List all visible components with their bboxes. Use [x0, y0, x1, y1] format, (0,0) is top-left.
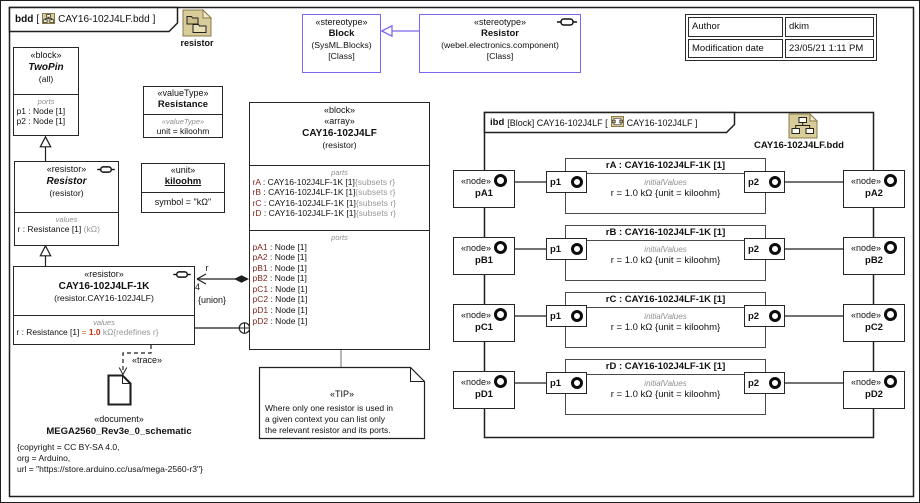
port-type: : Node [1]	[268, 283, 308, 294]
node-pA1	[453, 170, 515, 208]
port-name: pC1	[252, 283, 269, 294]
association-open-arrow-icon	[197, 274, 206, 279]
initial-value: r = 1.0 kΩ {unit = kiloohm}	[610, 255, 721, 266]
association-role-label: r	[205, 263, 209, 273]
port-name: pD1	[252, 305, 269, 316]
port-circle-icon	[571, 243, 583, 255]
stereotype-keyword: «stereotype»	[315, 17, 368, 27]
port-name: pA2	[252, 252, 268, 263]
compartment-label: values	[55, 214, 78, 224]
cay16-array-block	[249, 102, 430, 350]
node-keyword: «node»	[850, 175, 882, 186]
block-keyword: «block»	[323, 105, 356, 115]
valuetype-name: Resistance	[157, 99, 209, 110]
bdd-tab-header	[15, 11, 155, 28]
port-name: pB2	[252, 273, 268, 284]
part-constraint: {subsets r}	[355, 187, 396, 198]
port-label: p1	[550, 310, 562, 322]
node-keyword: «node»	[850, 309, 882, 320]
node-pC2	[843, 304, 905, 342]
block-keyword: «resistor»	[84, 269, 124, 279]
bdd-diagram-icon	[42, 13, 55, 27]
document-icon	[109, 376, 131, 405]
node-keyword: «node»	[460, 376, 492, 387]
ports-compartment	[14, 95, 78, 127]
initial-value: r = 1.0 kΩ {unit = kiloohm}	[610, 322, 721, 333]
document-property: org = Arduino,	[17, 453, 71, 463]
port-p2	[744, 372, 785, 394]
package-label: resistor	[180, 38, 214, 48]
block-qualifier: (resistor)	[322, 140, 357, 150]
ports-compartment	[250, 231, 429, 326]
block-qualifier: (resistor)	[49, 188, 84, 198]
node-pB2	[843, 237, 905, 275]
part-title: rB : CAY16-102J4LF-1K [1]	[566, 226, 765, 241]
node-name: pA1	[475, 188, 493, 199]
tip-line: Where only one resistor is used in	[265, 403, 394, 413]
value-unit: (kΩ)	[83, 223, 100, 234]
stereotype-metaclass: [Class]	[486, 51, 514, 61]
compartment-label: initialValues	[644, 178, 687, 187]
compartment-label: ports	[331, 232, 348, 242]
bdd-tab-title: CAY16-102J4LF.bdd	[58, 14, 150, 25]
stereotype-metaclass: [Class]	[328, 51, 355, 61]
compartment-label: «valueType»	[161, 116, 205, 126]
stereotype-resistor-box	[419, 14, 581, 73]
node-pD1	[453, 371, 515, 409]
resistor-block	[14, 161, 119, 246]
valuetype-compartment	[144, 115, 222, 136]
stereotype-name: Block	[328, 28, 355, 39]
tip-line: a given context you can list only	[265, 414, 386, 424]
bdd-keyword: bdd	[15, 14, 34, 25]
part-name: rB	[252, 187, 261, 198]
port-p1	[546, 171, 587, 193]
resistor-symbol-icon	[557, 18, 577, 29]
part-type: : CAY16-102J4LF-1K [1]	[261, 197, 356, 208]
document-property: {copyright = CC BY-SA 4.0,	[17, 442, 120, 452]
ibd-part-rB	[565, 225, 766, 281]
info-label: Author	[688, 17, 783, 37]
values-compartment	[14, 316, 194, 337]
node-pC1	[453, 304, 515, 342]
composition-diamond-icon	[234, 275, 249, 283]
port-label: p2	[748, 243, 760, 255]
bdd-file-label: CAY16-102J4LF.bdd	[754, 140, 844, 151]
parts-compartment	[250, 166, 429, 231]
node-keyword: «node»	[850, 242, 882, 253]
cay16-1k-block	[13, 266, 195, 345]
port-label: p2	[748, 310, 760, 322]
port-circle-icon	[571, 176, 583, 188]
node-name: pB2	[865, 255, 883, 266]
value-entry: r : Resistance [1]	[16, 326, 80, 337]
port-circle-icon	[769, 377, 781, 389]
port-entry: p1 : Node [1]	[16, 105, 66, 116]
port-type: : Node [1]	[267, 262, 307, 273]
port-circle-icon	[769, 176, 781, 188]
block-keyword: «block»	[30, 50, 62, 60]
node-pA2	[843, 170, 905, 208]
generalization-arrow-icon	[40, 246, 50, 256]
document-name: MEGA2560_Rev3e_0_schematic	[46, 426, 192, 437]
compartment-label: parts	[331, 167, 348, 177]
node-circle-icon	[884, 174, 897, 187]
compartment-label: initialValues	[644, 379, 687, 388]
block-name: CAY16-102J4LF	[302, 128, 377, 139]
compartment-label: values	[93, 317, 115, 327]
port-name: pD2	[252, 315, 269, 326]
block-name: CAY16-102J4LF-1K	[58, 281, 150, 292]
port-circle-icon	[571, 310, 583, 322]
node-name: pC2	[865, 322, 883, 333]
initial-value: r = 1.0 kΩ {unit = kiloohm}	[610, 389, 721, 400]
part-constraint: {subsets r}	[354, 176, 396, 187]
port-label: p1	[550, 377, 562, 389]
unit-name: kiloohm	[164, 176, 202, 187]
part-type: : CAY16-102J4LF-1K [1]	[261, 208, 356, 219]
resistor-symbol-icon	[173, 270, 191, 281]
stereotype-block-box	[302, 14, 381, 73]
unit-symbol: symbol = "kΩ"	[154, 197, 212, 207]
compartment-label: initialValues	[644, 312, 687, 321]
node-keyword: «node»	[850, 376, 882, 387]
port-entry: p2 : Node [1]	[16, 116, 66, 127]
node-name: pB1	[475, 255, 493, 266]
block-qualifier: (all)	[38, 74, 54, 84]
values-compartment	[15, 213, 118, 234]
ibd-tab-name: CAY16-102J4LF ]	[626, 117, 698, 128]
generalization-arrow-icon	[40, 137, 50, 147]
resistor-symbol-icon	[97, 165, 115, 176]
trace-label: «trace»	[132, 355, 163, 365]
port-type: : Node [1]	[267, 252, 307, 263]
part-constraint: {subsets r}	[355, 208, 396, 219]
initial-value: r = 1.0 kΩ {unit = kiloohm}	[610, 188, 721, 199]
block-keyword: «resistor»	[46, 164, 87, 174]
port-p1	[546, 305, 587, 327]
part-type: : CAY16-102J4LF-1K [1]	[261, 187, 356, 198]
node-circle-icon	[494, 174, 507, 187]
port-name: pC2	[252, 294, 269, 305]
port-type: : Node [1]	[268, 315, 308, 326]
port-label: p2	[748, 377, 760, 389]
ibd-part-rC	[565, 292, 766, 348]
port-type: : Node [1]	[267, 273, 307, 284]
port-p1	[546, 372, 587, 394]
ibd-tab-context: [Block] CAY16-102J4LF [	[507, 117, 608, 128]
node-pB1	[453, 237, 515, 275]
association-constraint-label: {union}	[198, 295, 227, 305]
node-circle-icon	[494, 375, 507, 388]
info-value: 23/05/21 1:11 PM	[785, 39, 874, 59]
twopin-block	[13, 47, 79, 136]
port-type: : Node [1]	[268, 294, 308, 305]
port-circle-icon	[769, 310, 781, 322]
document-keyword: «document»	[94, 414, 144, 424]
part-title: rD : CAY16-102J4LF-1K [1]	[566, 360, 765, 375]
document-property: url = "https://store.arduino.cc/usa/mega-2560-r3"}	[17, 464, 203, 474]
ibd-part-rD	[565, 359, 766, 415]
port-p2	[744, 171, 785, 193]
node-pD2	[843, 371, 905, 409]
port-label: p1	[550, 243, 562, 255]
array-keyword: «array»	[324, 116, 355, 126]
node-circle-icon	[494, 241, 507, 254]
stereotype-package: (webel.electronics.component)	[441, 40, 559, 50]
port-name: pA1	[252, 241, 268, 252]
association-multiplicity-label: 4	[195, 282, 201, 292]
diagram-info-table	[685, 14, 877, 61]
node-keyword: «node»	[460, 175, 492, 186]
valuetype-keyword: «valueType»	[157, 88, 209, 98]
port-type: : Node [1]	[267, 241, 307, 252]
stereotype-package: (SysML.Blocks)	[311, 40, 372, 50]
part-name: rD	[252, 208, 262, 219]
node-circle-icon	[494, 308, 507, 321]
port-p1	[546, 238, 587, 260]
node-name: pA2	[865, 188, 883, 199]
info-label: Modification date	[688, 39, 783, 59]
stereotype-name: Resistor	[480, 28, 519, 39]
node-name: pC1	[475, 322, 493, 333]
port-type: : Node [1]	[268, 305, 308, 316]
info-value: dkim	[785, 17, 874, 37]
part-constraint: {subsets r}	[355, 197, 396, 208]
part-name: rA	[252, 176, 261, 187]
part-title: rA : CAY16-102J4LF-1K [1]	[566, 159, 765, 174]
node-name: pD2	[865, 389, 883, 400]
unit-keyword: «unit»	[170, 165, 196, 175]
block-name: Resistor	[46, 176, 87, 187]
value-equals: =	[81, 326, 87, 337]
ibd-keyword: ibd	[490, 117, 505, 128]
port-p2	[744, 238, 785, 260]
compartment-label: initialValues	[644, 245, 687, 254]
compartment-label: ports	[37, 96, 55, 106]
port-circle-icon	[769, 243, 781, 255]
part-title: rC : CAY16-102J4LF-1K [1]	[566, 293, 765, 308]
bdd-tab-bracket: ]	[152, 14, 156, 25]
bdd-tab-bracket: [	[36, 14, 40, 25]
value-entry: r : Resistance [1]	[17, 223, 82, 234]
node-keyword: «node»	[460, 309, 492, 320]
port-p2	[744, 305, 785, 327]
ibd-tab-header	[490, 115, 698, 130]
resistance-valuetype-box	[143, 86, 223, 138]
part-name: rC	[252, 197, 262, 208]
stereotype-keyword: «stereotype»	[473, 17, 527, 27]
node-circle-icon	[884, 308, 897, 321]
ibd-part-rA	[565, 158, 766, 214]
value-suffix: kΩ{redefines r}	[102, 326, 159, 337]
ibd-diagram-icon	[611, 116, 624, 129]
port-name: pB1	[252, 262, 268, 273]
node-circle-icon	[884, 241, 897, 254]
port-label: p1	[550, 176, 562, 188]
node-keyword: «node»	[460, 242, 492, 253]
node-name: pD1	[475, 389, 493, 400]
kiloohm-unit-box	[141, 163, 225, 213]
tip-keyword: «TIP»	[329, 389, 354, 399]
node-circle-icon	[884, 375, 897, 388]
port-circle-icon	[571, 377, 583, 389]
value-number: 1.0	[88, 326, 101, 337]
valuetype-unit: unit = kiloohm	[156, 125, 210, 136]
part-type: : CAY16-102J4LF-1K [1]	[260, 176, 355, 187]
block-name: TwoPin	[28, 62, 64, 73]
tip-line: the relevant resistor and its ports.	[265, 425, 391, 435]
port-label: p2	[748, 176, 760, 188]
stereotype-generalization-arrow-icon	[382, 26, 392, 36]
block-qualifier: (resistor.CAY16-102J4LF)	[54, 293, 154, 303]
